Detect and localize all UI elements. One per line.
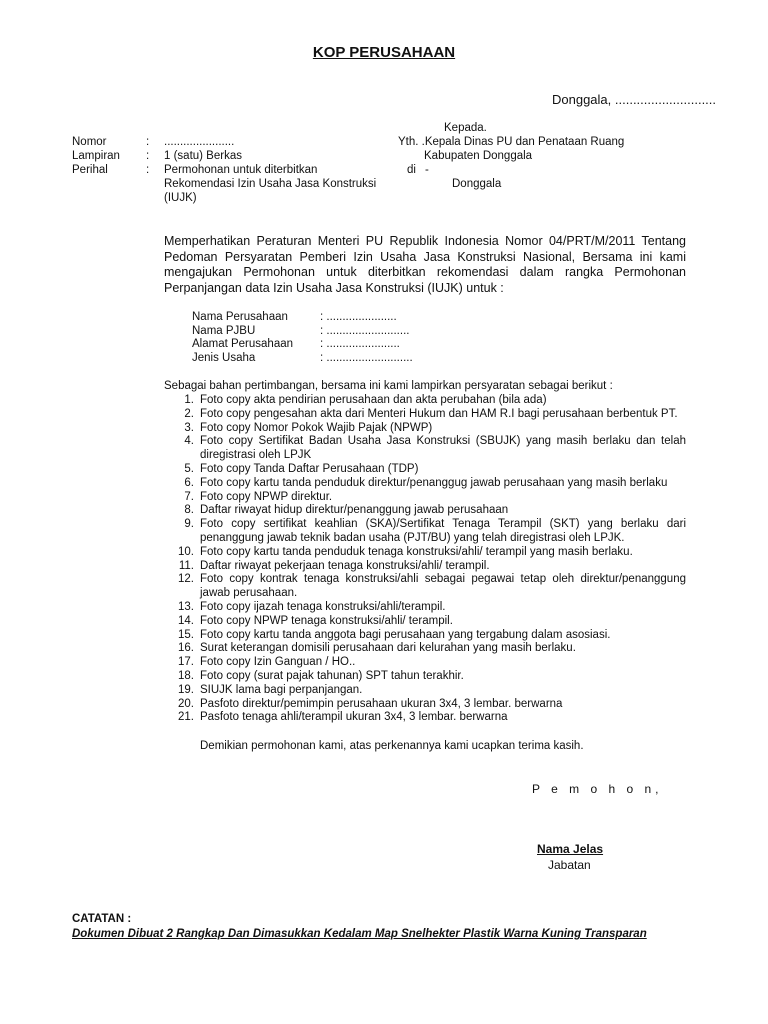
recipient-yth: Yth. .Kepala Dinas PU dan Penataan Ruang <box>398 136 625 148</box>
list-item-text: Daftar riwayat hidup direktur/penanggung jawab perusahaan <box>200 504 509 517</box>
list-item <box>164 629 686 643</box>
letterhead-title: KOP PERUSAHAAN <box>312 44 456 61</box>
list-item-text: Foto copy ijazah tenaga konstruksi/ahli/terampil. <box>200 600 446 613</box>
list-item-number: 13. <box>178 600 194 613</box>
list-item <box>164 601 686 615</box>
nomor-colon: : <box>146 136 150 148</box>
lampiran-label: Lampiran <box>72 150 120 162</box>
list-item <box>164 394 686 408</box>
list-item-number: 12. <box>178 573 194 586</box>
catatan-text: Dokumen Dibuat 2 Rangkap Dan Dimasukkan Kedalam Map Snelhekter Plastik Warna Kuning Transparan <box>72 928 647 940</box>
list-item-text: Foto copy (surat pajak tahunan) SPT tahun terakhir. <box>200 669 464 682</box>
list-item <box>164 504 686 518</box>
list-item-number: 18. <box>178 669 194 682</box>
list-item-number: 2. <box>184 407 194 420</box>
recipient-city: Donggala <box>452 178 502 190</box>
list-item-text: Foto copy kartu tanda penduduk tenaga konstruksi/ahli/ terampil yang masih berlaku. <box>200 545 633 558</box>
perihal-colon: : <box>146 164 150 176</box>
list-item <box>164 477 686 491</box>
field-label-nama-perusahaan: Nama Perusahaan <box>192 311 288 323</box>
catatan-label: CATATAN : <box>72 913 132 925</box>
list-item-number: 19. <box>178 683 194 696</box>
field-value-nama-pjbu: : .......................... <box>320 325 410 337</box>
recipient-di: di <box>407 164 416 176</box>
list-item <box>164 711 686 725</box>
perihal-line-3: (IUJK) <box>164 192 197 204</box>
list-item-number: 17. <box>178 656 194 669</box>
list-item-text: Daftar riwayat pekerjaan tenaga konstruksi/ahli/ terampil. <box>200 559 490 572</box>
nomor-value: ...................... <box>164 136 235 148</box>
list-item-text: SIUJK lama bagi perpanjangan. <box>200 683 363 696</box>
list-item <box>164 684 686 698</box>
list-item <box>164 560 686 574</box>
list-item <box>164 435 686 463</box>
list-item-text: Foto copy kartu tanda anggota bagi perusahaan yang tergabung dalam asosiasi. <box>200 628 611 641</box>
list-item-number: 5. <box>184 462 194 475</box>
pemohon-label: P e m o h o n, <box>532 782 663 796</box>
list-item-text: Pasfoto direktur/pemimpin perusahaan ukuran 3x4, 3 lembar. berwarna <box>200 697 563 710</box>
field-label-alamat-perusahaan: Alamat Perusahaan <box>192 338 294 350</box>
list-item <box>164 463 686 477</box>
list-item-number: 1. <box>184 394 194 406</box>
list-item-text: Foto copy Sertifikat Badan Usaha Jasa Konstruksi (SBUJK) yang masih berlaku dan telah diregistrasi oleh LPJK <box>200 435 686 462</box>
list-item <box>164 615 686 629</box>
list-item-text: Foto copy Izin Ganguan / HO.. <box>200 656 356 669</box>
field-label-jenis-usaha: Jenis Usaha <box>192 352 256 364</box>
list-item-number: 21. <box>178 711 194 724</box>
requirements-intro: Sebagai bahan pertimbangan, bersama ini kami lampirkan persyaratan sebagai berikut : <box>164 380 613 392</box>
list-item-text: Foto copy akta pendirian perusahaan dan akta perubahan (bila ada) <box>200 394 547 406</box>
list-item <box>164 408 686 422</box>
lampiran-colon: : <box>146 150 150 162</box>
list-item <box>164 698 686 712</box>
list-item <box>164 642 686 656</box>
list-item-number: 14. <box>178 614 194 627</box>
jabatan: Jabatan <box>548 858 591 872</box>
field-label-nama-pjbu: Nama PJBU <box>192 325 256 337</box>
list-item-text: Surat keterangan domisili perusahaan dari kelurahan yang masih berlaku. <box>200 642 576 655</box>
list-item <box>164 546 686 560</box>
list-item-number: 20. <box>178 697 194 710</box>
list-item-text: Foto copy NPWP direktur. <box>200 490 333 503</box>
kepada-label: Kepada. <box>444 122 487 134</box>
recipient-dash: - <box>425 164 429 176</box>
list-item <box>164 656 686 670</box>
field-value-nama-perusahaan: : ...................... <box>320 311 397 323</box>
nomor-label: Nomor <box>72 136 107 148</box>
lampiran-value: 1 (satu) Berkas <box>164 150 242 162</box>
list-item-text: Foto copy pengesahan akta dari Menteri Hukum dan HAM R.I bagi perusahaan berbentuk PT. <box>200 407 678 420</box>
list-item-number: 6. <box>184 476 194 489</box>
perihal-line-2: Rekomendasi Izin Usaha Jasa Konstruksi <box>164 178 377 190</box>
field-value-alamat-perusahaan: : ....................... <box>320 338 400 350</box>
list-item-number: 15. <box>178 628 194 641</box>
list-item-number: 10. <box>178 545 194 558</box>
perihal-label: Perihal <box>72 164 108 176</box>
list-item-text: Foto copy kontrak tenaga konstruksi/ahli sebagai pegawai tetap oleh direktur/penanggung jawab perusahaan. <box>200 573 686 600</box>
list-item <box>164 573 686 601</box>
list-item-number: 8. <box>184 504 194 517</box>
list-item-number: 16. <box>178 642 194 655</box>
list-item-number: 9. <box>184 518 194 531</box>
perihal-line-1: Permohonan untuk diterbitkan <box>164 164 318 176</box>
closing-sentence: Demikian permohonan kami, atas perkenannya kami ucapkan terima kasih. <box>200 740 584 752</box>
field-value-jenis-usaha: : ........................... <box>320 352 413 364</box>
list-item-number: 3. <box>184 421 194 434</box>
list-item-number: 7. <box>184 490 194 503</box>
nama-jelas: Nama Jelas <box>537 842 604 856</box>
list-item-text: Foto copy Nomor Pokok Wajib Pajak (NPWP) <box>200 421 433 434</box>
list-item-text: Pasfoto tenaga ahli/terampil ukuran 3x4, 3 lembar. berwarna <box>200 711 508 724</box>
list-item-number: 11. <box>178 559 194 572</box>
list-item-text: Foto copy kartu tanda penduduk direktur/penanggug jawab perusahaan yang masih berlaku <box>200 476 668 489</box>
list-item <box>164 491 686 505</box>
body-paragraph: Memperhatikan Peraturan Menteri PU Republik Indonesia Nomor 04/PRT/M/2011 Tentang Pedoman Persyaratan Pemberi Izin Usaha Jasa Konstruksi Nasional, Bersama ini kami mengajukan Permohonan untuk diterbitkan rekomendasi dalam rangka Permohonan Perpanjangan data Izin Usaha Jasa Konstruksi (IUJK) untuk : <box>164 234 686 295</box>
list-item <box>164 422 686 436</box>
list-item-text: Foto copy Tanda Daftar Perusahaan (TDP) <box>200 462 419 475</box>
recipient-kabupaten: Kabupaten Donggala <box>424 150 533 162</box>
date-line: Donggala, ............................ <box>552 92 717 107</box>
list-item <box>164 518 686 546</box>
list-item-text: Foto copy sertifikat keahlian (SKA)/Sertifikat Tenaga Terampil (SKT) yang berlaku dari penanggung jawab teknik badan usaha (PJT/BU) yang telah diregistrasi oleh LPJK. <box>200 518 686 544</box>
list-item <box>164 670 686 684</box>
requirements-list <box>164 394 686 725</box>
list-item-text: Foto copy NPWP tenaga konstruksi/ahli/ terampil. <box>200 614 453 627</box>
list-item-number: 4. <box>184 435 194 448</box>
